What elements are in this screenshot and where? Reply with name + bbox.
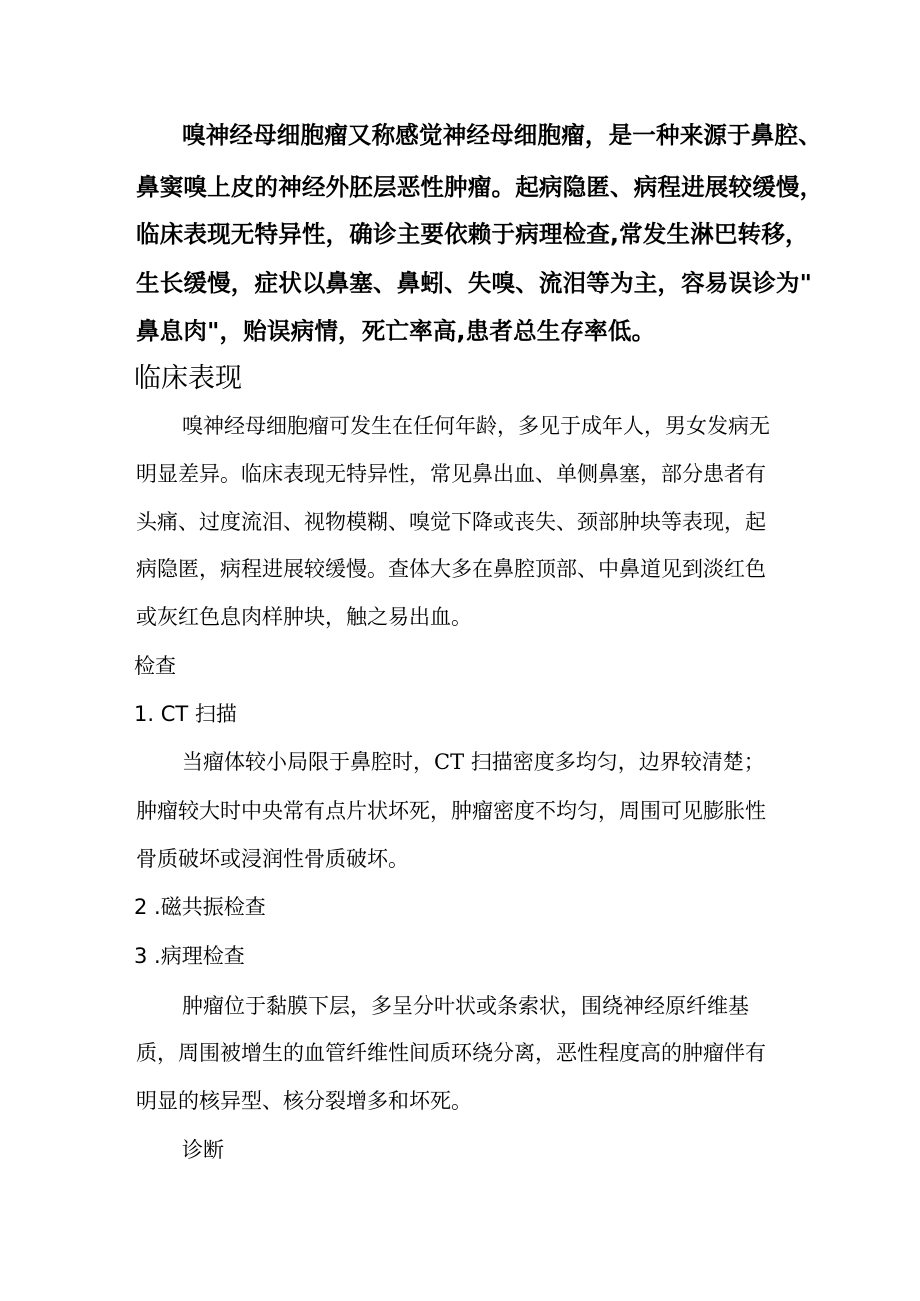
pathology-line-2: 质，周围被增生的血管纤维性间质环绕分离，恶性程度高的肿瘤伴有	[136, 1041, 766, 1065]
intro-line-5: 鼻息肉"，贻误病情，死亡率高,患者总生存率低。	[136, 317, 656, 345]
mri-title: 2 .磁共振检查	[134, 895, 266, 919]
clinical-heading: 临床表现	[134, 363, 242, 394]
ct-line-1: 当瘤体较小局限于鼻腔时，CT 扫描密度多均匀，边界较清楚；	[182, 750, 765, 774]
clinical-line-2: 明显差异。临床表现无特异性，常见鼻出血、单侧鼻塞，部分患者有	[136, 462, 766, 486]
intro-line-4: 生长缓慢，症状以鼻塞、鼻蚓、失嗅、流泪等为主，容易误诊为"	[136, 269, 813, 297]
clinical-line-5: 或灰红色息肉样肿块，触之易出血。	[136, 605, 472, 629]
clinical-line-4: 病隐匿，病程进展较缓慢。查体大多在鼻腔顶部、中鼻道见到淡红色	[136, 557, 766, 581]
intro-line-3: 临床表现无特异性，确诊主要依赖于病理检查,常发生淋巴转移，	[136, 220, 809, 248]
clinical-line-1: 嗅神经母细胞瘤可发生在任何年龄，多见于成年人，男女发病无	[182, 414, 770, 438]
clinical-line-3: 头痛、过度流泪、视物模糊、嗅觉下降或丧失、颈部肿块等表现，起	[136, 510, 766, 534]
exam-heading: 检查	[134, 654, 176, 678]
intro-line-1: 嗅神经母细胞瘤又称感觉神经母细胞瘤，是一种来源于鼻腔、	[182, 121, 822, 149]
ct-line-2: 肿瘤较大时中央常有点片状坏死，肿瘤密度不均匀，周围可见膨胀性	[136, 799, 766, 823]
ct-line-3: 骨质破坏或浸润性骨质破坏。	[136, 847, 409, 871]
pathology-line-1: 肿瘤位于黏膜下层，多呈分叶状或条索状，围绕神经原纤维基	[182, 994, 749, 1018]
diagnosis-heading: 诊断	[182, 1138, 224, 1162]
ct-title: 1. CT 扫描	[134, 702, 237, 726]
intro-line-2: 鼻窦嗅上皮的神经外胚层恶性肿瘤。起病隐匿、病程进展较缓慢，	[136, 173, 824, 201]
pathology-line-3: 明显的核异型、核分裂增多和坏死。	[136, 1089, 472, 1113]
pathology-title: 3 .病理检查	[134, 944, 245, 968]
